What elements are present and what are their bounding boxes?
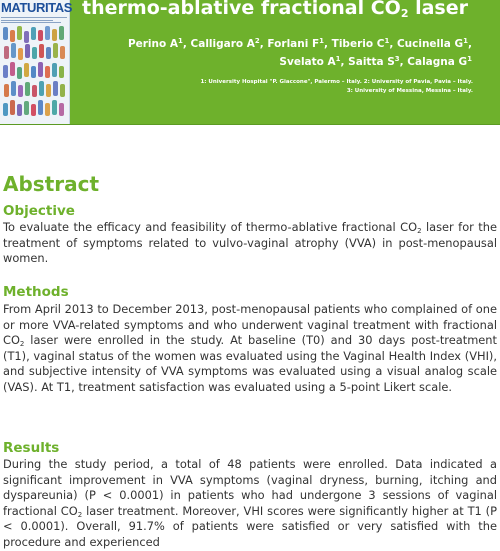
cover-figure <box>10 62 15 76</box>
cover-figure <box>11 43 16 58</box>
cover-figure <box>38 100 43 115</box>
header-divider <box>0 124 500 125</box>
journal-cover-art <box>2 26 66 120</box>
cover-figure <box>45 103 50 116</box>
poster-title-subscript: 2 <box>400 7 409 20</box>
cover-figure <box>17 104 22 116</box>
cover-figure <box>25 44 30 58</box>
author-affiliation-number: 2 <box>254 37 260 45</box>
cover-figure <box>4 46 9 59</box>
methods-co2-subscript: 2 <box>19 340 25 349</box>
cover-figure <box>10 30 15 42</box>
cover-figure <box>31 104 36 116</box>
cover-figure <box>18 48 23 60</box>
cover-figure <box>11 81 16 96</box>
cover-figure <box>24 31 29 43</box>
author-name: , Tiberio C <box>324 38 385 50</box>
affiliation-line-1: 1: University Hospital "P. Giaccone", Palermo – Italy. 2: University of Pavia, Pavia – Italy. <box>200 79 473 85</box>
poster-title-after: laser <box>408 0 468 19</box>
author-affiliation-number: 1 <box>178 37 183 45</box>
objective-heading: Objective <box>3 203 75 219</box>
author-name: Perino A <box>127 38 179 50</box>
author-name: , Cucinella G <box>389 38 464 50</box>
affiliation-line-2: 3: University of Messina, Messina – Italy. <box>346 88 473 94</box>
cover-figure <box>59 103 64 116</box>
objective-text <box>3 220 497 267</box>
abstract-heading: Abstract <box>3 172 100 196</box>
cover-figure <box>18 85 23 97</box>
cover-figure <box>38 62 43 77</box>
cover-figure <box>3 65 8 78</box>
author-affiliation-number: 3 <box>394 55 400 63</box>
cover-figure <box>4 84 9 97</box>
cover-figure <box>24 63 29 77</box>
journal-name: MATURITAS <box>1 0 73 15</box>
cover-figure <box>59 26 64 40</box>
authors-line-2 <box>279 56 472 68</box>
results-text-after: laser treatment. Moreover, VHI scores were significantly higher at T1 (P < 0.0001). Overall, 91.7% of patients were satisfied or very satisfied with the procedure and experienced <box>3 503 497 549</box>
author-affiliation-number: 1 <box>463 37 468 45</box>
cover-figure <box>32 47 37 59</box>
cover-figure <box>31 27 36 40</box>
objective-text-after: laser for the treatment of symptoms related to vulvo-vaginal atrophy (VVA) in post-menopausal women. <box>3 220 497 266</box>
objective-co2-subscript: 2 <box>417 227 422 235</box>
author-affiliation-number: 1 <box>319 37 325 45</box>
cover-figure <box>60 84 65 97</box>
cover-figure <box>3 103 8 116</box>
cover-figure <box>59 66 64 78</box>
author-name: , Forlani F <box>259 38 320 50</box>
cover-figure <box>17 26 22 40</box>
methods-text-before: From April 2013 to December 2013, post-menopausal patients who complained of one or more VVA-related symptoms and who underwent vaginal treatment with fractional CO <box>3 302 497 348</box>
poster-title-before: thermo-ablative fractional CO <box>82 0 401 19</box>
cover-figure <box>52 100 57 115</box>
cover-figure <box>24 101 29 115</box>
results-heading: Results <box>3 440 60 456</box>
methods-heading: Methods <box>3 284 69 300</box>
journal-cover-image <box>0 0 73 124</box>
cover-figure <box>39 44 44 58</box>
cover-figure <box>45 66 50 78</box>
cover-figure <box>39 81 44 96</box>
cover-figure <box>52 29 57 41</box>
author-affiliation-number: 1 <box>384 37 390 45</box>
cover-figure <box>53 81 58 96</box>
methods-text-after: laser were enrolled in the study. At baseline (T0) and 30 days post-treatment (T1), vaginal status of the women was evaluated using the Vaginal Health Index (VHI), and subjective intensity of VVA symptoms was evaluated using a visual analog scale (VAS). At T1, treatment satisfaction was evaluated using a 5-point Likert scale. <box>3 333 497 394</box>
cover-figure <box>60 46 65 59</box>
cover-figure <box>53 43 58 58</box>
methods-text <box>3 302 497 396</box>
journal-subtitle-lines <box>1 17 67 23</box>
objective-text-before: To evaluate the efficacy and feasibility of thermo-ablative fractional CO <box>3 220 418 234</box>
cover-figure <box>17 67 22 79</box>
author-separator: , <box>468 38 472 50</box>
author-affiliation-number: 1 <box>467 55 472 63</box>
cover-figure <box>25 82 30 96</box>
cover-figure <box>46 84 51 97</box>
results-text-before: During the study period, a total of 48 patients were enrolled. Data indicated a significant improvement in VVA symptoms (vaginal dryness, burning, itching and dyspareunia) (P < 0.0001) in patients who had undergone 3 sessions of vaginal fractional CO <box>3 457 497 518</box>
cover-figure <box>52 63 57 77</box>
cover-figure <box>10 100 15 115</box>
results-text <box>3 457 497 551</box>
author-affiliation-number: 1 <box>335 55 341 63</box>
poster-title <box>82 0 468 20</box>
results-co2-subscript: 2 <box>77 510 83 519</box>
cover-figure <box>3 27 8 40</box>
cover-figure <box>38 30 43 41</box>
authors-line-1 <box>128 38 472 50</box>
cover-figure <box>45 26 50 40</box>
cover-figure <box>46 47 51 59</box>
author-name: , Saitta S <box>340 56 395 68</box>
cover-figure <box>31 66 36 78</box>
cover-figure <box>32 85 37 97</box>
author-name: Svelato A <box>279 56 336 68</box>
poster-header <box>0 0 500 124</box>
author-name: , Calligaro A <box>182 38 255 50</box>
author-name: , Calagna G <box>399 56 468 68</box>
